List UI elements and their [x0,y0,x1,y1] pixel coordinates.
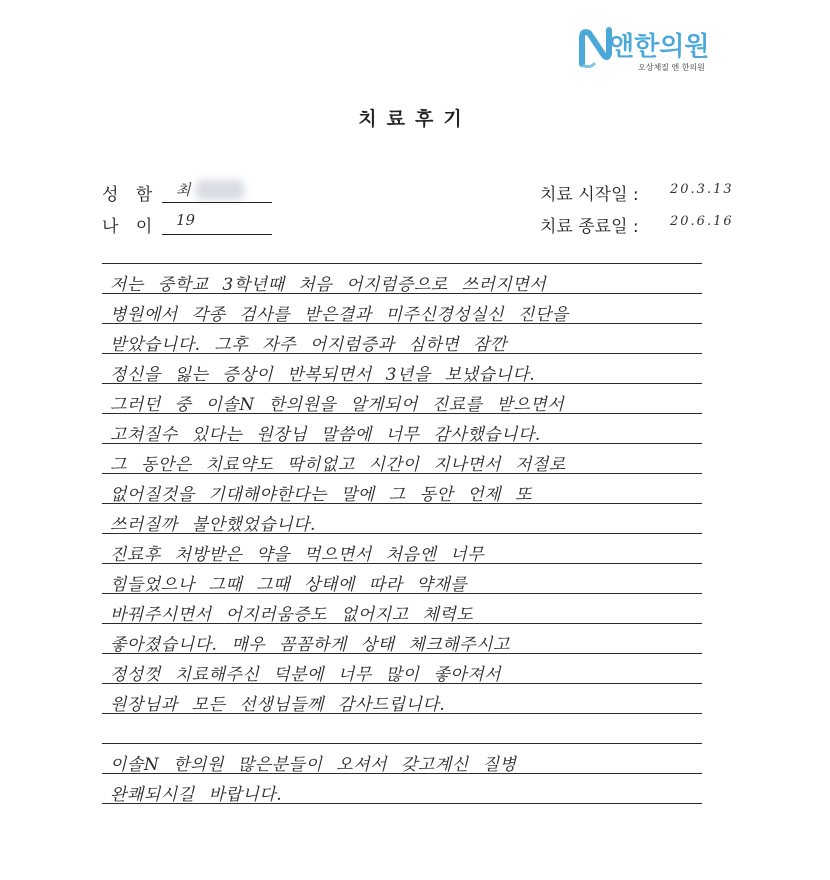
handwritten-line: 이솔N 한의원 많은분들이 오셔서 갖고계신 질병 [110,755,517,775]
end-date-field [540,212,780,236]
age-label: 나 이 [102,217,159,237]
end-date-label: 치료 종료일 : [540,217,639,237]
start-date-label: 치료 시작일 : [540,185,639,205]
handwritten-line: 그 동안은 치료약도 딱히없고 시간이 지나면서 저절로 [110,455,566,475]
clinic-logo-tagline: 오상체질 엔 한의원 [638,63,705,72]
age-underline [162,234,272,235]
name-underline [162,202,272,203]
handwritten-line: 받았습니다. 그후 자주 어지럼증과 심하면 잠깐 [110,335,507,355]
name-value: 최 [176,181,191,199]
start-date-field [540,180,780,204]
page-title: 치료후기 [358,108,472,130]
clinic-logo-name: 앤한의원 [609,32,710,62]
redacted-name [196,180,244,200]
handwritten-line: 정성껏 치료해주신 덕분에 너무 많이 좋아져서 [110,665,502,685]
name-label: 성 함 [102,185,159,205]
ruled-line [102,263,702,264]
handwritten-line: 병원에서 각종 검사를 받은결과 미주신경성실신 진단을 [110,305,569,325]
handwritten-line: 바꿔주시면서 어지러움증도 없어지고 체력도 [110,605,474,625]
handwritten-line: 진료후 처방받은 약을 먹으면서 처음엔 너무 [110,545,485,565]
handwritten-line: 힘들었으나 그때 그때 상태에 따라 약재를 [110,575,468,595]
handwritten-line: 고쳐질수 있다는 원장님 말씀에 너무 감사했습니다. [110,425,541,445]
start-date-value: 20.3.13 [670,182,734,197]
ruled-line [102,743,702,744]
end-date-value: 20.6.16 [670,214,734,229]
age-field [102,212,282,238]
age-value: 19 [176,211,196,229]
handwritten-line: 원장님과 모든 선생님들께 감사드립니다. [110,695,446,715]
handwritten-line: 쓰러질까 불안했었습니다. [110,515,316,535]
clinic-logo [576,22,726,82]
handwritten-line: 없어질것을 기대해야한다는 말에 그 동안 언제 또 [110,485,532,505]
handwritten-line: 그러던 중 이솔N 한의원을 알게되어 진료를 받으면서 [110,395,565,415]
name-field [102,180,282,206]
handwritten-line: 저는 중학교 3학년때 처음 어지럼증으로 쓰러지면서 [110,275,547,295]
handwritten-line: 정신을 잃는 증상이 반복되면서 3년을 보냈습니다. [110,365,536,385]
handwritten-line: 좋아졌습니다. 매우 꼼꼼하게 상태 체크해주시고 [110,635,510,655]
handwritten-line: 완쾌되시길 바랍니다. [110,785,283,805]
